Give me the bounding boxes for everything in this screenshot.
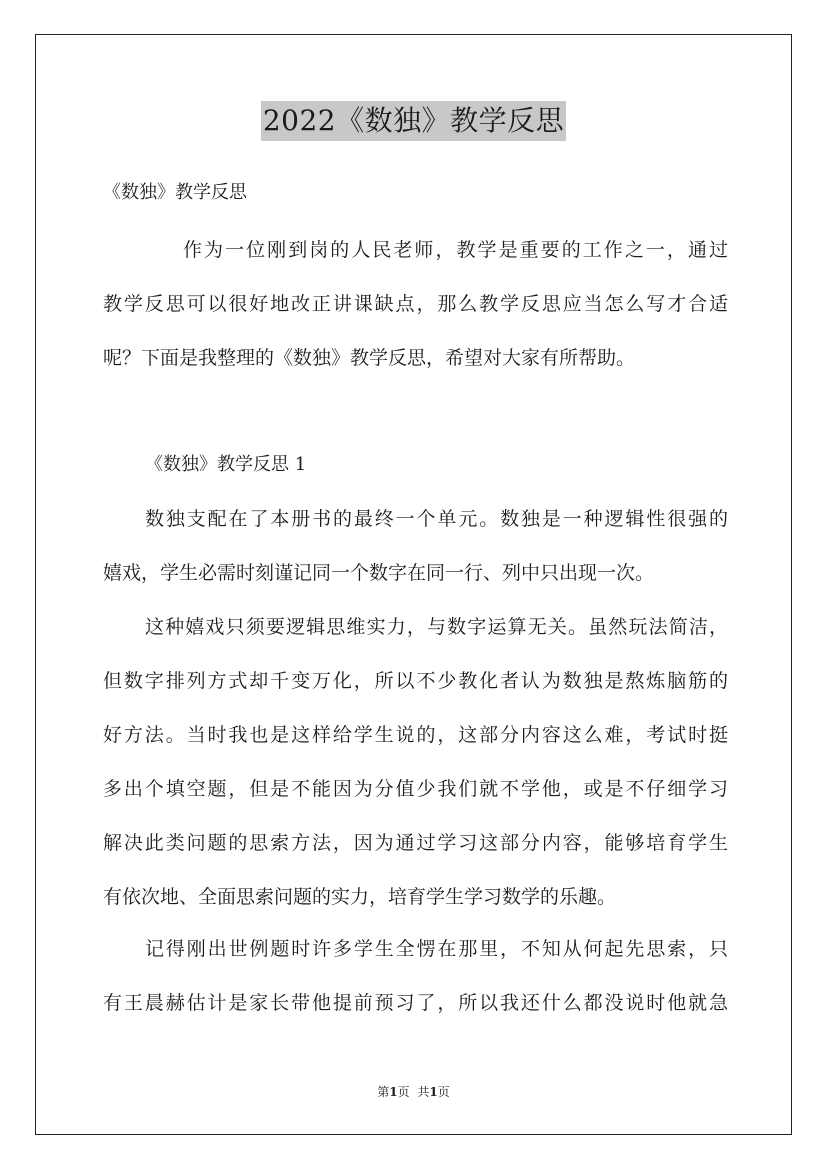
footer-total-suffix: 页	[437, 1085, 450, 1099]
paragraph-line: 解决此类问题的思索方法，因为通过学习这部分内容，能够培育学生	[103, 832, 728, 854]
paragraph-line: 数独支配在了本册书的最终一个单元。数独是一种逻辑性很强的	[145, 508, 728, 530]
footer-total-pages: 1	[429, 1085, 438, 1099]
footer-page-suffix: 页	[397, 1085, 410, 1099]
page-footer	[0, 1084, 827, 1100]
paragraph-line: 但数字排列方式却千变万化，所以不少教化者认为数独是熬炼脑筋的	[103, 670, 728, 692]
paragraph-line: 这种嬉戏只须要逻辑思维实力，与数字运算无关。虽然玩法简洁，	[145, 616, 728, 638]
body-paragraph-3	[103, 922, 728, 1030]
document-title-text: 2022《数独》教学反思	[261, 101, 566, 141]
footer-total-prefix: 共	[417, 1085, 430, 1099]
section-heading: 《数独》教学反思 1	[145, 454, 307, 475]
intro-line: 呢？下面是我整理的《数独》教学反思，希望对大家有所帮助。	[103, 347, 636, 369]
document-subtitle: 《数独》教学反思	[103, 182, 247, 203]
paragraph-line: 嬉戏，学生必需时刻谨记同一个数字在同一行、列中只出现一次。	[103, 562, 655, 584]
intro-paragraph	[103, 223, 728, 385]
body-paragraph-1	[103, 492, 728, 600]
paragraph-line: 有依次地、全面思索问题的实力，培育学生学习数学的乐趣。	[103, 886, 617, 908]
paragraph-line: 有王晨赫估计是家长带他提前预习了，所以我还什么都没说时他就急	[103, 992, 728, 1014]
intro-line: 作为一位刚到岗的人民老师，教学是重要的工作之一，通过	[183, 239, 728, 261]
footer-prefix: 第	[377, 1085, 390, 1099]
document-title	[0, 100, 827, 141]
paragraph-line: 记得刚出世例题时许多学生全愣在那里，不知从何起先思索，只	[145, 938, 728, 960]
body-paragraph-2	[103, 600, 728, 924]
paragraph-line: 好方法。当时我也是这样给学生说的，这部分内容这么难，考试时挺	[103, 724, 728, 746]
paragraph-line: 多出个填空题，但是不能因为分值少我们就不学他，或是不仔细学习	[103, 778, 728, 800]
intro-line: 教学反思可以很好地改正讲课缺点，那么教学反思应当怎么写才合适	[103, 293, 728, 315]
footer-page-number: 1	[389, 1085, 398, 1099]
